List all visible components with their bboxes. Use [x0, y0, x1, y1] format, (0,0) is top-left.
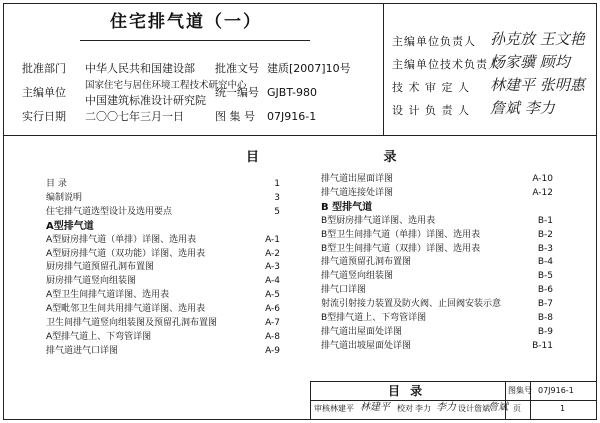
- toc-entry: A型厨房排气道（单排）详图、选用表: [46, 234, 197, 245]
- toc-heading: 目 录: [246, 150, 457, 165]
- toc-entry: 排气道竖向组装图: [321, 271, 394, 282]
- toc-page-code: A-8: [265, 331, 280, 342]
- header-divider: [3, 135, 597, 136]
- signature-divider: [383, 3, 384, 135]
- editor-unit-line2: 中国建筑标准设计研究院: [85, 94, 206, 107]
- reviewer: 林建平: [330, 404, 354, 413]
- toc-entry: A型排气道上、下弯管详图: [46, 331, 152, 342]
- approval-no: 建质[2007]10号: [267, 62, 351, 75]
- toc-entry: B型厨房排气道详图、选用表: [321, 215, 436, 226]
- toc-section-heading: B 型排气道: [321, 201, 373, 213]
- toc-page-code: A-6: [265, 304, 280, 315]
- editor-unit-label: 主编单位: [22, 86, 66, 99]
- titleblock-name: 目 录: [388, 384, 426, 398]
- toc-page-code: A-2: [265, 248, 280, 259]
- editor-unit-line1: 国家住宅与居住环境工程技术研究中心: [85, 80, 247, 91]
- impl-date: 二〇〇七年三月一日: [85, 110, 184, 123]
- toc-entry: 排气口详图: [321, 285, 367, 296]
- sig-role-3: 技 术 审 定 人: [392, 81, 470, 94]
- sig-name-2: 杨家骥 顾均: [490, 53, 570, 71]
- toc-entry: 编制说明: [46, 192, 83, 203]
- sig-name-3: 林建平 张明惠: [490, 76, 585, 94]
- page-label: 页: [513, 404, 521, 413]
- toc-entry: A型毗邻卫生间共用排气道详图、选用表: [46, 304, 206, 315]
- toc-page-code: B-2: [537, 229, 553, 240]
- toc-page-code: B-8: [537, 313, 553, 323]
- toc-page-code: 5: [274, 206, 280, 217]
- check-label: 校对: [397, 404, 413, 413]
- toc-entry: 卫生间排气道竖向组装图及预留孔洞布置图: [46, 318, 218, 328]
- toc-entry: 排气道预留孔洞布置图: [321, 257, 412, 268]
- checker-signature: 李力: [436, 402, 456, 413]
- toc-entry: B型卫生间排气道（单排）详图、选用表: [321, 229, 481, 240]
- designer-signature: 詹斌: [488, 402, 508, 413]
- toc-page-code: A-9: [265, 345, 280, 356]
- sig-role-4: 设 计 负 责 人: [392, 104, 470, 117]
- atlas-no-label: 图 集 号: [215, 110, 255, 123]
- toc-page-code: A-10: [532, 174, 553, 184]
- toc-entry: 排气道出屋面处详图: [321, 326, 403, 337]
- review-label: 审核: [314, 404, 330, 413]
- toc-page-code: B-4: [537, 257, 553, 268]
- impl-date-label: 实行日期: [22, 110, 66, 123]
- toc-entry: A型卫生间排气道详图、选用表: [46, 290, 170, 301]
- toc-entry: B型卫生间排气道（双排）详图、选用表: [321, 243, 481, 254]
- titleblock-mid: [310, 400, 597, 401]
- toc-entry: 射流引射接力装置及防火阀、止回阀安装示意: [321, 299, 502, 310]
- unified-no: GJBT-980: [267, 86, 317, 99]
- checker: 李力: [415, 404, 431, 413]
- toc-entry: 目 录: [46, 179, 67, 189]
- toc-entry: 排气道出坡屋面处详图: [321, 340, 412, 351]
- title-underline: [80, 40, 310, 41]
- toc-page-code: B-6: [537, 285, 553, 296]
- design-label: 设计: [458, 404, 474, 413]
- page-number: 1: [560, 404, 566, 413]
- titleblock-left: [310, 381, 311, 420]
- toc-page-code: A-5: [265, 290, 280, 301]
- approval-dept-label: 批准部门: [22, 62, 66, 75]
- toc-page-code: B-1: [537, 215, 553, 226]
- titleblock-top: [310, 381, 597, 382]
- approval-no-label: 批准文号: [215, 62, 259, 75]
- toc-entry: 排气道出屋面详图: [321, 174, 394, 184]
- unified-no-label: 统一编号: [215, 86, 259, 99]
- toc-page-code: A-1: [265, 234, 280, 245]
- toc-page-code: A-12: [532, 187, 553, 198]
- page-title: 住宅排气道（一）: [110, 12, 262, 32]
- sig-role-2: 主编单位技术负责人: [392, 58, 500, 71]
- toc-page-code: A-4: [265, 276, 280, 287]
- toc-entry: 厨房排气道预留孔洞布置图: [46, 262, 155, 273]
- toc-entry: 排气道连接处详图: [321, 187, 394, 198]
- toc-entry: 住宅排气道选型设计及选用要点: [46, 206, 173, 217]
- toc-page-code: B-3: [537, 243, 553, 254]
- titleblock-atlas-no: 07J916-1: [538, 386, 574, 395]
- reviewer-signature: 林建平: [360, 402, 390, 413]
- sig-name-1: 孙克放 王文艳: [490, 30, 585, 48]
- toc-page-code: B-5: [537, 271, 553, 282]
- toc-page-code: B-7: [537, 299, 553, 310]
- toc-page-code: 3: [274, 192, 280, 203]
- toc-page-code: 1: [274, 179, 280, 189]
- toc-page-code: B-9: [537, 326, 553, 337]
- sig-role-1: 主编单位负责人: [392, 35, 476, 48]
- titleblock-atlas-label: 图集号: [508, 386, 532, 395]
- toc-section-heading: A型排气道: [46, 220, 94, 232]
- approval-dept: 中华人民共和国建设部: [85, 62, 195, 75]
- titleblock-div1: [505, 381, 506, 420]
- toc-entry: A型厨房排气道（双功能）详图、选用表: [46, 248, 206, 259]
- toc-entry: 排气道进气口详图: [46, 345, 119, 356]
- toc-page-code: A-3: [265, 262, 280, 273]
- toc-entry: B型排气道上、下弯管详图: [321, 313, 427, 323]
- toc-page-code: A-7: [265, 318, 280, 328]
- toc-entry: 厨房排气道竖向组装图: [46, 276, 137, 287]
- sig-name-4: 詹斌 李力: [490, 99, 555, 117]
- designer: 詹斌: [474, 404, 490, 413]
- atlas-no: 07J916-1: [267, 110, 317, 123]
- toc-page-code: B-11: [532, 340, 553, 351]
